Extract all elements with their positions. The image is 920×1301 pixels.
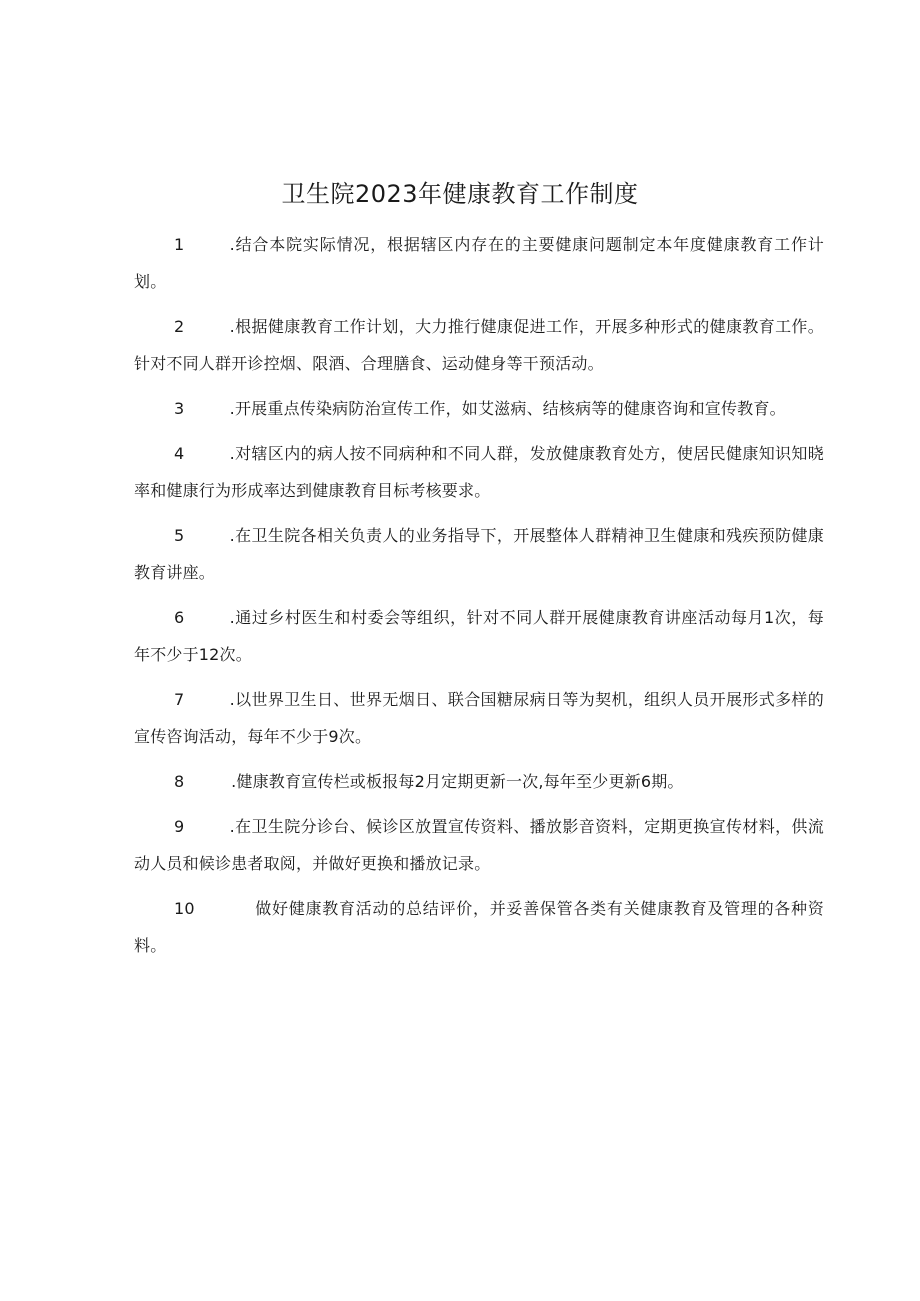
rule-text: 做好健康教育活动的总结评价，并妥善保管各类有关健康教育及管理的各种资料。: [134, 899, 824, 955]
rule-number: 9: [174, 817, 185, 836]
rule-item-5: [134, 517, 824, 591]
rule-separator: .: [224, 526, 235, 545]
rule-text: 通过乡村医生和村委会等组织，针对不同人群开展健康教育讲座活动每月1次，每年不少于12次。: [134, 608, 824, 664]
rule-separator: .: [224, 399, 235, 418]
rule-number: 1: [174, 235, 185, 254]
rule-item-9: [134, 808, 824, 882]
rule-number: 2: [174, 317, 185, 336]
rule-number: 5: [174, 526, 185, 545]
rule-text: 对辖区内的病人按不同病种和不同人群，发放健康教育处方，使居民健康知识知晓率和健康行为形成率达到健康教育目标考核要求。: [134, 444, 824, 500]
rule-separator: .: [224, 608, 235, 627]
rule-item-7: [134, 681, 824, 755]
rule-separator: .: [224, 690, 235, 709]
rule-separator: .: [231, 772, 237, 791]
rule-number: 7: [174, 690, 185, 709]
rule-number: 4: [174, 444, 185, 463]
rule-text: 结合本院实际情况，根据辖区内存在的主要健康问题制定本年度健康教育工作计划。: [134, 235, 824, 291]
rule-item-10: [134, 890, 824, 964]
rule-separator: .: [224, 444, 235, 463]
rule-text: 健康教育宣传栏或板报每2月定期更新一次,每年至少更新6期。: [236, 772, 684, 791]
rule-text: 开展重点传染病防治宣传工作，如艾滋病、结核病等的健康咨询和宣传教育。: [234, 399, 786, 418]
rules-list: [134, 226, 824, 972]
rule-text: 以世界卫生日、世界无烟日、联合国糖尿病日等为契机，组织人员开展形式多样的宣传咨询活动，每年不少于9次。: [134, 690, 824, 746]
rule-separator: .: [224, 817, 235, 836]
rule-text: 根据健康教育工作计划，大力推行健康促进工作，开展多种形式的健康教育工作。针对不同人群开诊控烟、限酒、合理膳食、运动健身等干预活动。: [134, 317, 824, 373]
rule-number: 8: [174, 772, 185, 791]
rule-item-1: [134, 226, 824, 300]
document-title: 卫生院2023年健康教育工作制度: [281, 180, 639, 208]
rule-number: 6: [174, 608, 185, 627]
rule-number: 10: [174, 899, 195, 918]
rule-item-2: [134, 308, 824, 382]
rule-item-8: [134, 763, 824, 800]
rule-item-6: [134, 599, 824, 673]
rule-item-3: [134, 390, 824, 427]
rule-number: 3: [174, 399, 185, 418]
rule-text: 在卫生院各相关负责人的业务指导下，开展整体人群精神卫生健康和残疾预防健康教育讲座。: [134, 526, 824, 582]
rule-item-4: [134, 435, 824, 509]
rule-separator: .: [224, 235, 235, 254]
rule-separator: .: [224, 317, 235, 336]
rule-text: 在卫生院分诊台、候诊区放置宣传资料、播放影音资料，定期更换宣传材料，供流动人员和候诊患者取阅，并做好更换和播放记录。: [134, 817, 824, 873]
